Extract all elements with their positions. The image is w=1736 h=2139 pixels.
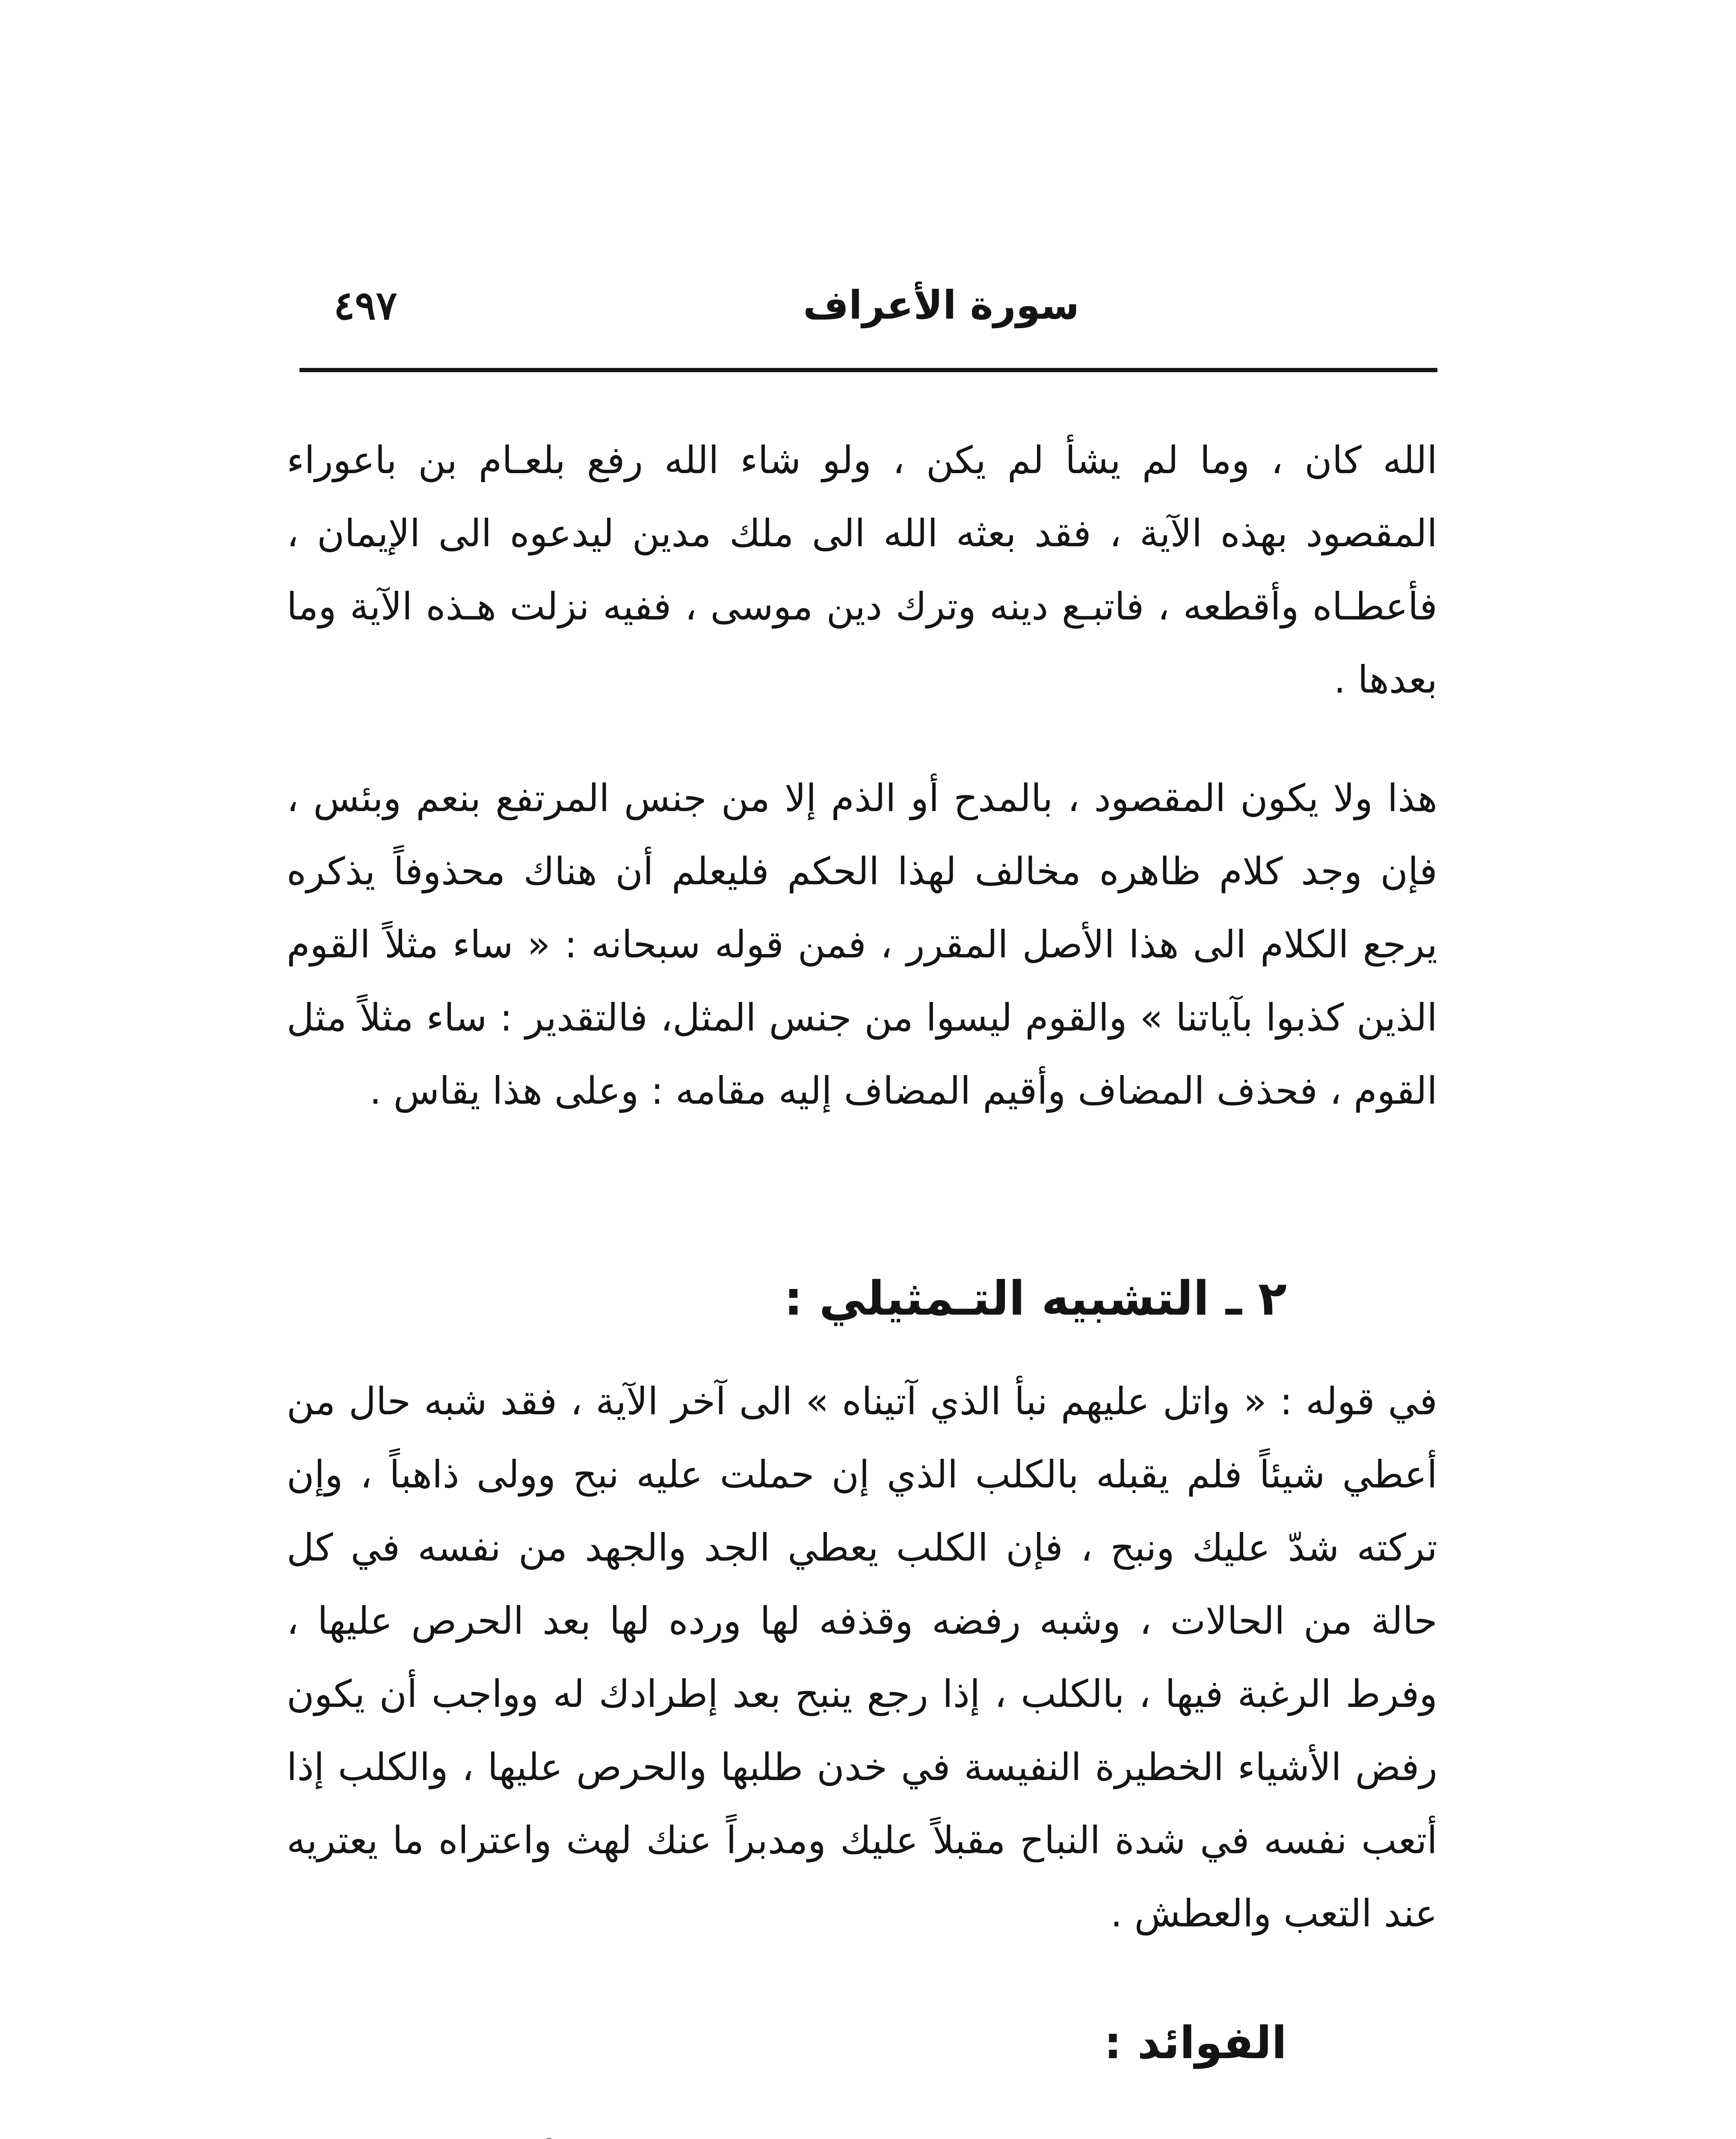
paragraph-2: هذا ولا يكون المقصود ، بالمدح أو الذم إلا من جنس المرتفع بنعم وبئس ، فإن وجد كلام ظاهره مخالف لهذا الحكم فليعلم أن هناك محذوفاً يذكره يرجع الكلام الى هذا الأصل المقرر ، فمن قوله سبحانه : « ساء مثلاً القوم الذين كذبوا بآياتنا » والقوم ليسوا من جنس المثل، فالتقدير : ساء مثلاً مثل القوم ، فحذف المضاف وأقيم المضاف إليه مقامه : وعلى هذا يقاس . [287, 776, 1437, 1113]
page-header [299, 274, 1437, 355]
header-rule [299, 368, 1437, 372]
section-heading-fawaid: الفوائد : [1104, 2017, 1287, 2069]
section-heading-tamthili: ٢ ـ التشبيه التـمثيلي : [784, 1271, 1287, 1326]
paragraph-3: في قوله : « واتل عليهم نبأ الذي آتيناه » الى آخر الآية ، فقد شبه حال من أعطي شيئاً فلم يقبله بالكلب الذي إن حملت عليه نبح وولى ذاهباً ، وإن تركته شدّ عليك ونبح ، فإن الكلب يعطي الجد والجهد من نفسه في كل حالة من الحالات ، وشبه رفضه وقذفه لها ورده لها بعد الحرص عليها ، وفرط الرغبة فيها ، بالكلب ، إذا رجع ينبح بعد إطرادك له وواجب أن يكون رفض الأشياء الخطيرة النفيسة في خدن طلبها والحرص عليها ، والكلب إذا أتعب نفسه في شدة النباح مقبلاً عليك ومدبراً عنك لهث واعتراه ما يعتريه عند التعب والعطش . [287, 1379, 1437, 1935]
running-title: سورة الأعراف [803, 282, 1079, 328]
paragraph-4 [471, 2126, 1437, 2139]
page-number: ٤٩٧ [334, 282, 397, 329]
paragraph-1: الله كان ، وما لم يشأ لم يكن ، ولو شاء الله رفع بلعـام بن باعوراء المقصود بهذه الآية ، فقد بعثه الله الى ملك مدين ليدعوه الى الإيمان ، فأعطـاه وأقطعه ، فاتبـع دينه وترك دين موسى ، ففيه نزلت هـذه الآية وما بعدها . [287, 438, 1437, 702]
